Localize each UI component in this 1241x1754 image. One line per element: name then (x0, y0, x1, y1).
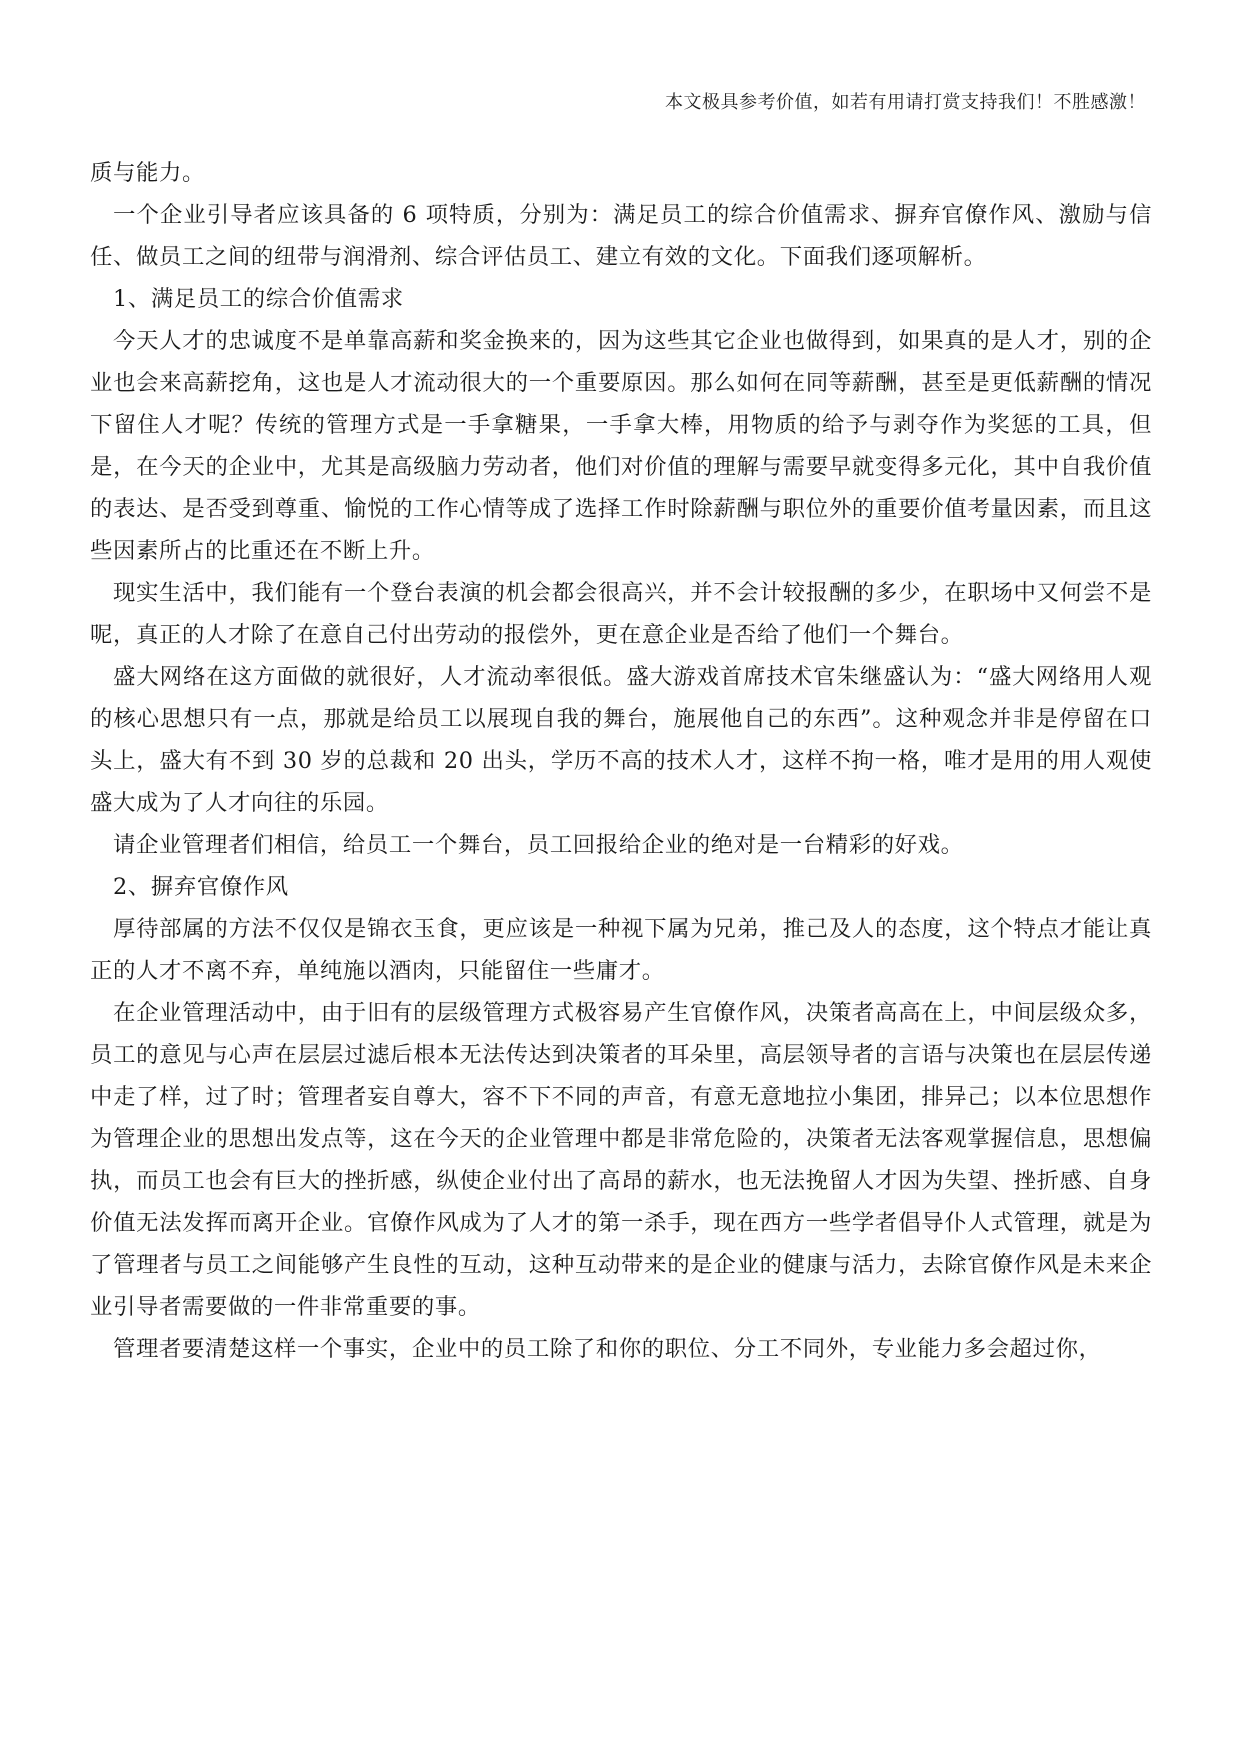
paragraph-six-qualities: 一个企业引导者应该具备的 6 项特质，分别为：满足员工的综合价值需求、摒弃官僚作风、激励与信任、做员工之间的纽带与润滑剂、综合评估员工、建立有效的文化。下面我们逐项解析。 (90, 202, 1152, 270)
paragraph-fact: 管理者要清楚这样一个事实，企业中的员工除了和你的职位、分工不同外，专业能力多会超过你， (113, 1336, 1102, 1362)
paragraph-treat-subordinates: 厚待部属的方法不仅仅是锦衣玉食，更应该是一种视下属为兄弟，推己及人的态度，这个特点才能让真正的人才不离不弃，单纯施以酒肉，只能留住一些庸才。 (90, 916, 1152, 984)
paragraph-believe: 请企业管理者们相信，给员工一个舞台，员工回报给企业的绝对是一台精彩的好戏。 (113, 832, 964, 858)
paragraph-shanda: 盛大网络在这方面做的就很好，人才流动率很低。盛大游戏首席技术官朱继盛认为：“盛大网络用人观的核心思想只有一点，那就是给员工以展现自我的舞台，施展他自己的东西”。这种观念并非是停留在口头上，盛大有不到 30 岁的总裁和 20 出头，学历不高的技术人才，这样不拘一格，唯才是用的用人观使盛大成为了人才向往的乐园。 (90, 664, 1152, 816)
section-heading-2: 2、摒弃官僚作风 (113, 874, 289, 900)
paragraph-stage: 现实生活中，我们能有一个登台表演的机会都会很高兴，并不会计较报酬的多少，在职场中又何尝不是呢，真正的人才除了在意自己付出劳动的报偿外，更在意企业是否给了他们一个舞台。 (90, 580, 1152, 648)
document-body (90, 152, 1152, 1370)
paragraph-bureaucracy: 在企业管理活动中，由于旧有的层级管理方式极容易产生官僚作风，决策者高高在上，中间层级众多，员工的意见与心声在层层过滤后根本无法传达到决策者的耳朵里，高层领导者的言语与决策也在层层传递中走了样，过了时；管理者妄自尊大，容不下不同的声音，有意无意地拉小集团，排异己；以本位思想作为管理企业的思想出发点等，这在今天的企业管理中都是非常危险的，决策者无法客观掌握信息，思想偏执，而员工也会有巨大的挫折感，纵使企业付出了高昂的薪水，也无法挽留人才因为失望、挫折感、自身价值无法发挥而离开企业。官僚作风成为了人才的第一杀手，现在西方一些学者倡导仆人式管理，就是为了管理者与员工之间能够产生良性的互动，这种互动带来的是企业的健康与活力，去除官僚作风是未来企业引导者需要做的一件非常重要的事。 (90, 1000, 1152, 1320)
paragraph-loyalty: 今天人才的忠诚度不是单靠高薪和奖金换来的，因为这些其它企业也做得到，如果真的是人才，别的企业也会来高薪挖角，这也是人才流动很大的一个重要原因。那么如何在同等薪酬，甚至是更低薪酬的情况下留住人才呢？传统的管理方式是一手拿糖果，一手拿大棒，用物质的给予与剥夺作为奖惩的工具，但是，在今天的企业中，尤其是高级脑力劳动者，他们对价值的理解与需要早就变得多元化，其中自我价值的表达、是否受到尊重、愉悦的工作心情等成了选择工作时除薪酬与职位外的重要价值考量因素，而且这些因素所占的比重还在不断上升。 (90, 328, 1152, 564)
header-note: 本文极具参考价值，如若有用请打赏支持我们！不胜感激！ (665, 92, 1146, 113)
paragraph-continuation: 质与能力。 (90, 160, 205, 186)
section-heading-1: 1、满足员工的综合价值需求 (113, 286, 404, 312)
